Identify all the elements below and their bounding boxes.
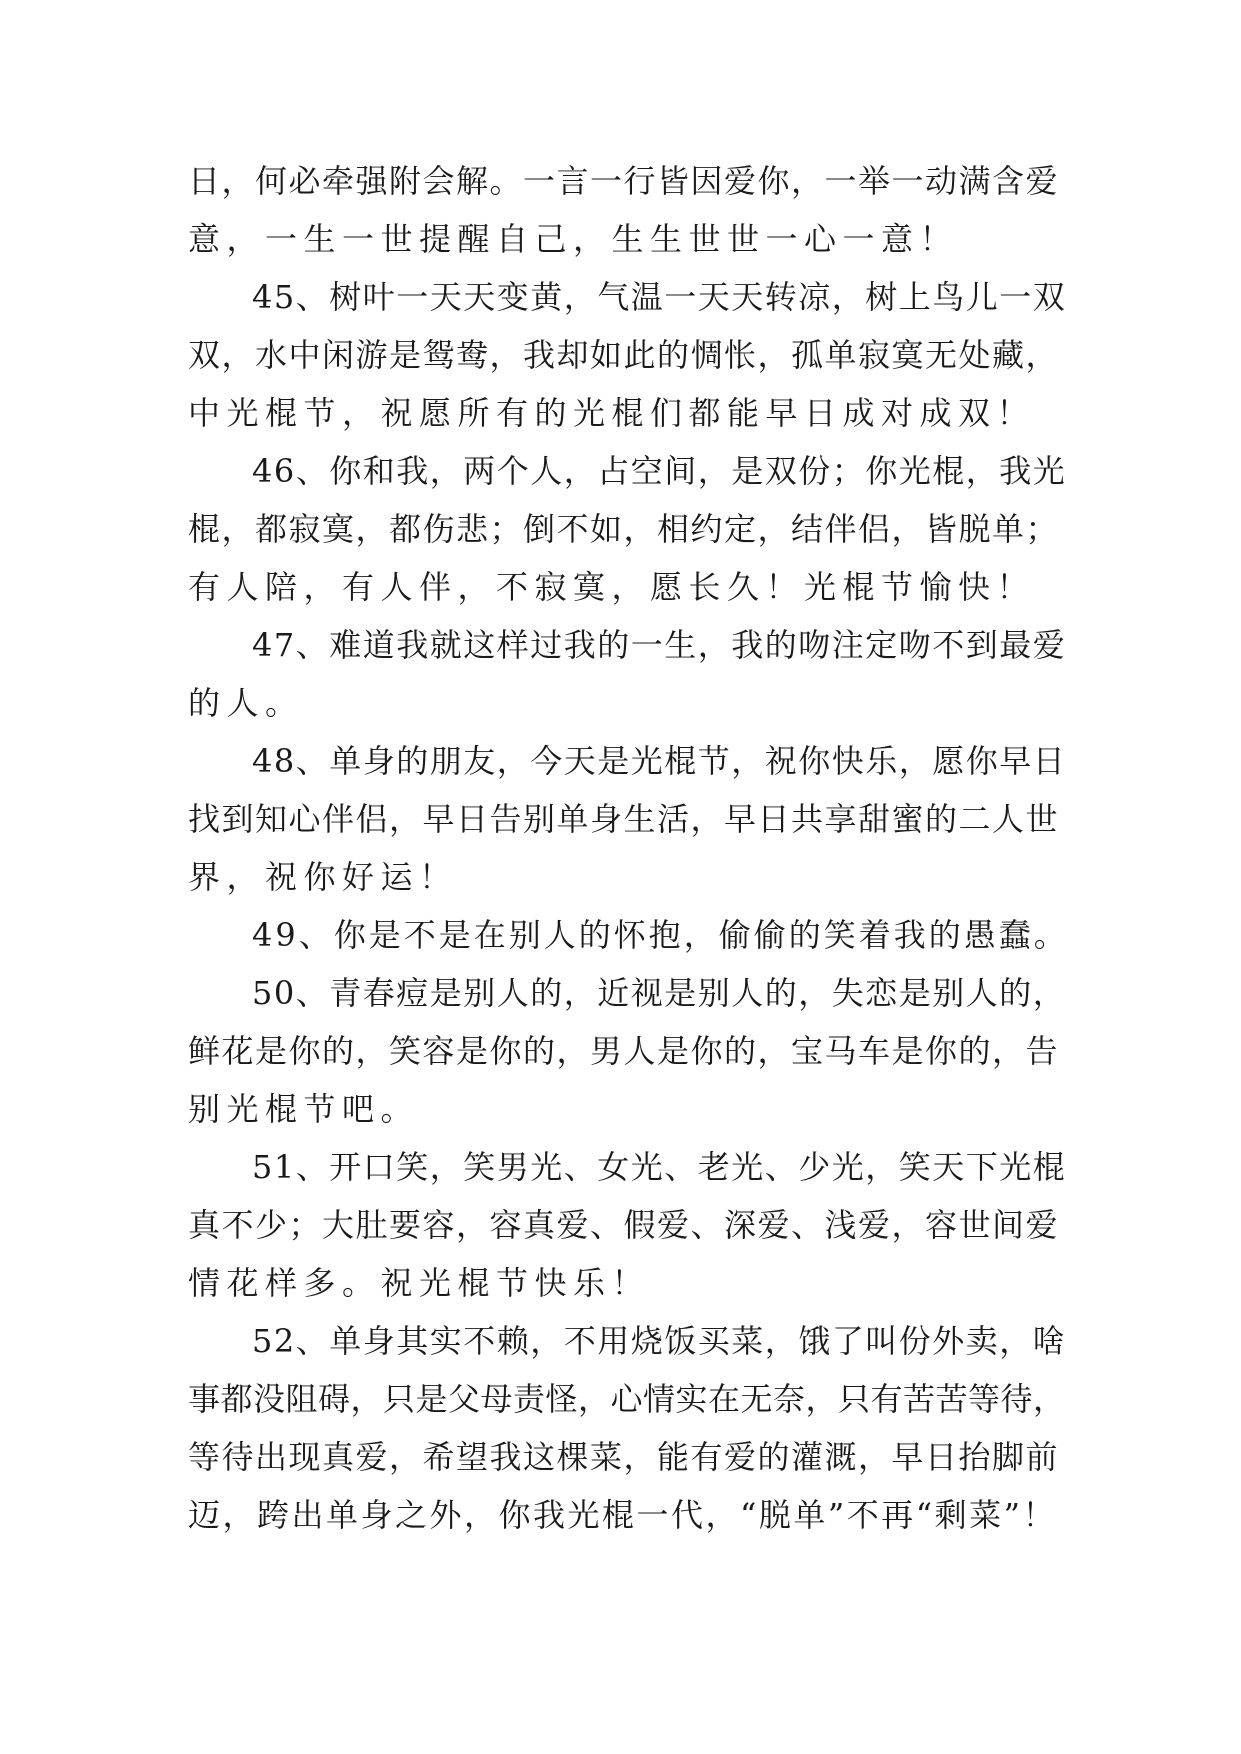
paragraph-item-47 bbox=[188, 616, 1068, 732]
text-line: 等待出现真爱，希望我这棵菜，能有爱的灌溉，早日抬脚前 bbox=[188, 1438, 1060, 1476]
text-line: 找到知心伴侣，早日告别单身生活，早日共享甜蜜的二人世 bbox=[188, 800, 1060, 838]
text-line: 别光棍节吧。 bbox=[188, 1090, 420, 1128]
text-line: 界，祝你好运！ bbox=[188, 858, 458, 896]
paragraph-item-50 bbox=[188, 964, 1068, 1138]
paragraph-item-49 bbox=[188, 906, 1068, 964]
text-line: 50、青春痘是别人的，近视是别人的，失恋是别人的， bbox=[252, 974, 1067, 1012]
text-line: 情花样多。祝光棍节快乐！ bbox=[188, 1264, 651, 1302]
text-line: 事都没阻碍，只是父母责怪，心情实在无奈，只有苦苦等待， bbox=[188, 1380, 1066, 1418]
text-line: 日，何必牵强附会解。一言一行皆因爱你，一举一动满含爱 bbox=[188, 162, 1060, 200]
text-line: 棍，都寂寞，都伤悲；倒不如，相约定，结伴侣，皆脱单； bbox=[188, 510, 1060, 548]
text-line: 47、难道我就这样过我的一生，我的吻注定吻不到最爱 bbox=[252, 626, 1067, 664]
text-line: 的人。 bbox=[188, 684, 304, 722]
paragraph-item-48 bbox=[188, 732, 1068, 906]
paragraph-continuation bbox=[188, 152, 1068, 268]
paragraph-item-46 bbox=[188, 442, 1068, 616]
text-line: 双，水中闲游是鸳鸯，我却如此的惆怅，孤单寂寞无处藏， bbox=[188, 336, 1060, 374]
text-line: 意，一生一世提醒自己，生生世世一心一意！ bbox=[188, 220, 959, 258]
paragraph-item-52 bbox=[188, 1312, 1068, 1544]
text-line: 45、树叶一天天变黄，气温一天天转凉，树上鸟儿一双 bbox=[252, 278, 1067, 316]
text-line: 鲜花是你的，笑容是你的，男人是你的，宝马车是你的，告 bbox=[188, 1032, 1060, 1070]
text-line: 迈，跨出单身之外，你我光棍一代，“脱单”不再“剩菜”！ bbox=[188, 1496, 1057, 1534]
text-line: 51、开口笑，笑男光、女光、老光、少光，笑天下光棍 bbox=[252, 1148, 1067, 1186]
text-line: 48、单身的朋友，今天是光棍节，祝你快乐，愿你早日 bbox=[252, 742, 1067, 780]
text-line: 有人陪，有人伴，不寂寞，愿长久！光棍节愉快！ bbox=[188, 568, 1036, 606]
text-line: 46、你和我，两个人，占空间，是双份；你光棍，我光 bbox=[252, 452, 1067, 490]
text-line: 52、单身其实不赖，不用烧饭买菜，饿了叫份外卖，啥 bbox=[252, 1322, 1067, 1360]
document-body bbox=[188, 152, 1068, 1544]
text-line: 真不少；大肚要容，容真爱、假爱、深爱、浅爱，容世间爱 bbox=[188, 1206, 1060, 1244]
text-line: 中光棍节，祝愿所有的光棍们都能早日成对成双！ bbox=[188, 394, 1036, 432]
text-line: 49、你是不是在别人的怀抱，偷偷的笑着我的愚蠢。 bbox=[252, 916, 1069, 954]
paragraph-item-45 bbox=[188, 268, 1068, 442]
paragraph-item-51 bbox=[188, 1138, 1068, 1312]
